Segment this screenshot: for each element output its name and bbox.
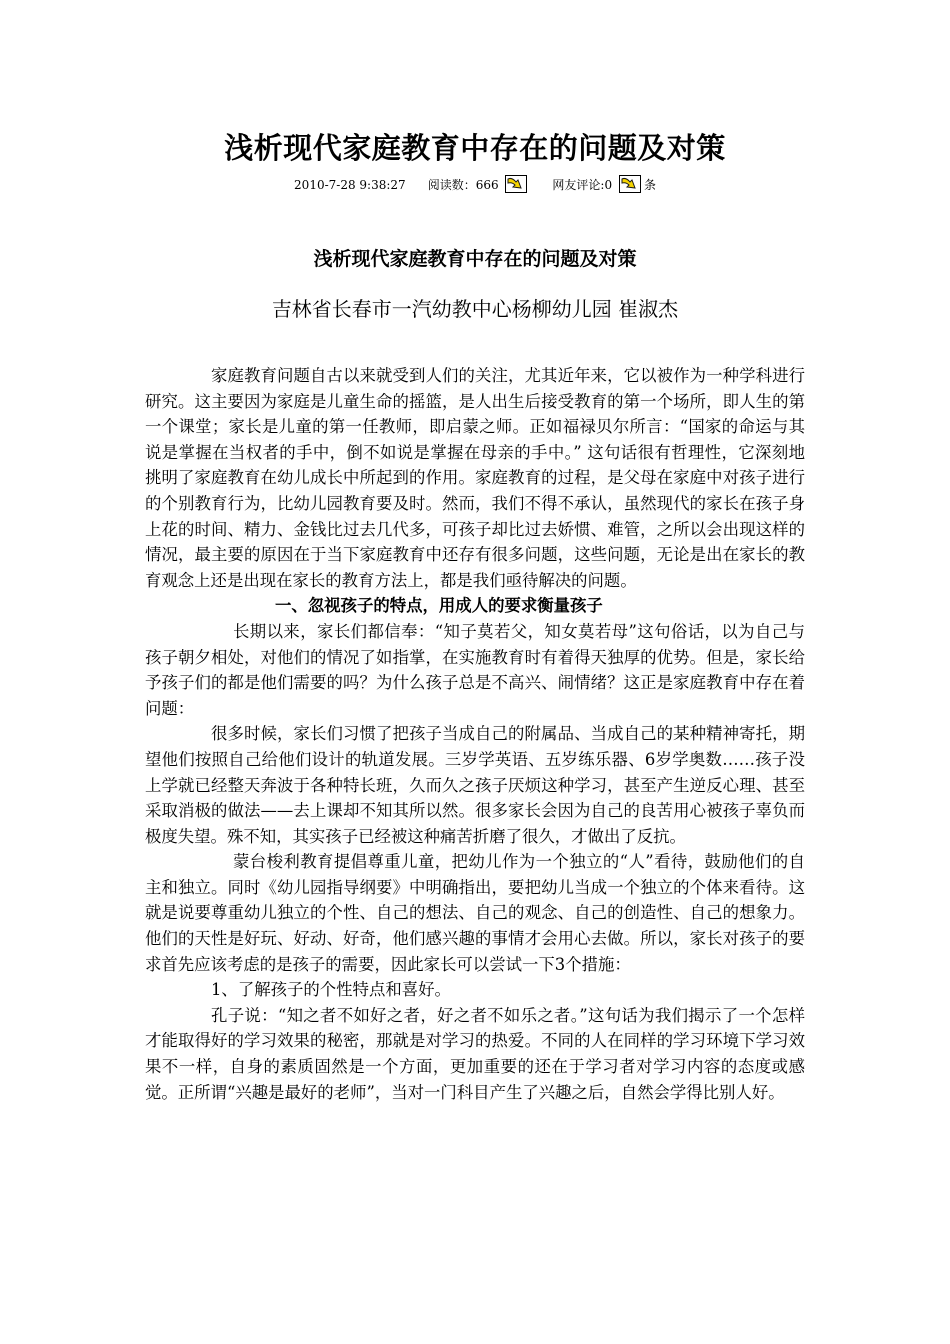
article-body <box>145 363 805 1105</box>
review-arrow-icon[interactable] <box>619 175 641 193</box>
body-paragraph: 孔子说：“知之者不如好之者，好之者不如乐之者。”这句话为我们揭示了一个怎样才能取得好的学习效果的秘密，那就是对学习的热爱。不同的人在同样的学习环境下学习效果不一样，自身的素质固然是一个方面，更加重要的还在于学习者对学习内容的态度或感觉。正所谓“兴趣是最好的老师”，当对一门科目产生了兴趣之后，自然会学得比别人好。 <box>145 1005 805 1102</box>
section-heading: 一、忽视孩子的特点，用成人的要求衡量孩子 <box>275 596 603 616</box>
read-count: 阅读数：666 <box>427 178 499 192</box>
article-author: 吉林省长春市一汽幼教中心杨柳幼儿园 崔淑杰 <box>271 297 679 321</box>
body-paragraph: 长期以来，家长们都信奉：“知子莫若父，知女莫若母”这句俗话，以为自己与孩子朝夕相处，对他们的情况了如指掌，在实施教育时有着得天独厚的优势。但是，家长给予孩子们的都是他们需要的吗？为什么孩子总是不高兴、闹情绪？这正是家庭教育中存在着问题： <box>145 621 805 718</box>
post-datetime: 2010-7-28 9:38:27 <box>294 178 406 192</box>
article-meta <box>0 174 950 196</box>
body-paragraph: 蒙台梭利教育提倡尊重儿童，把幼儿作为一个独立的“人”看待，鼓励他们的自主和独立。同时《幼儿园指导纲要》中明确指出，要把幼儿当成一个独立的个体来看待。这就是说要尊重幼儿独立的个性、自己的想法、自己的观念、自己的创造性、自己的想象力。他们的天性是好玩、好动、好奇，他们感兴趣的事情才会用心去做。所以，家长对孩子的要求首先应该考虑的是孩子的需要，因此家长可以尝试一下3个措施： <box>145 852 805 974</box>
article-subtitle: 浅析现代家庭教育中存在的问题及对策 <box>313 248 637 270</box>
body-paragraph: 家庭教育问题自古以来就受到人们的关注，尤其近年来，它以被作为一种学科进行研究。这主要因为家庭是儿童生命的摇篮，是人出生后接受教育的第一个场所，即人生的第一个课堂；家长是儿童的第一任教师，即启蒙之师。正如福禄贝尔所言：“国家的命运与其说是掌握在当权者的手中，倒不如说是掌握在母亲的手中。” 这句话很有哲理性，它深刻地挑明了家庭教育在幼儿成长中所起到的作用。家庭教育的过程，是父母在家庭中对孩子进行的个别教育行为，比幼儿园教育要及时。然而，我们不得不承认，虽然现代的家长在孩子身上花的时间、精力、金钱比过去几代多，可孩子却比过去娇惯、难管，之所以会出现这样的情况，最主要的原因在于当下家庭教育中还存有很多问题，这些问题，无论是出在家长的教育观念上还是出现在家长的教育方法上，都是我们亟待解决的问题。 <box>145 366 805 590</box>
read-arrow-icon[interactable] <box>505 175 527 193</box>
page-title: 浅析现代家庭教育中存在的问题及对策 <box>224 131 726 165</box>
review-count: 网友评论:0 <box>552 178 613 192</box>
list-item: 1、了解孩子的个性特点和喜好。 <box>211 980 451 1000</box>
review-count-suffix: 条 <box>643 178 656 192</box>
body-paragraph: 很多时候，家长们习惯了把孩子当成自己的附属品、当成自己的某种精神寄托，期望他们按照自己给他们设计的轨道发展。三岁学英语、五岁练乐器、6岁学奥数……孩子没上学就已经整天奔波于各种特长班，久而久之孩子厌烦这种学习，甚至产生逆反心理、甚至采取消极的做法——去上课却不知其所以然。很多家长会因为自己的良苦用心被孩子辜负而极度失望。殊不知，其实孩子已经被这种痛苦折磨了很久，才做出了反抗。 <box>145 724 805 846</box>
